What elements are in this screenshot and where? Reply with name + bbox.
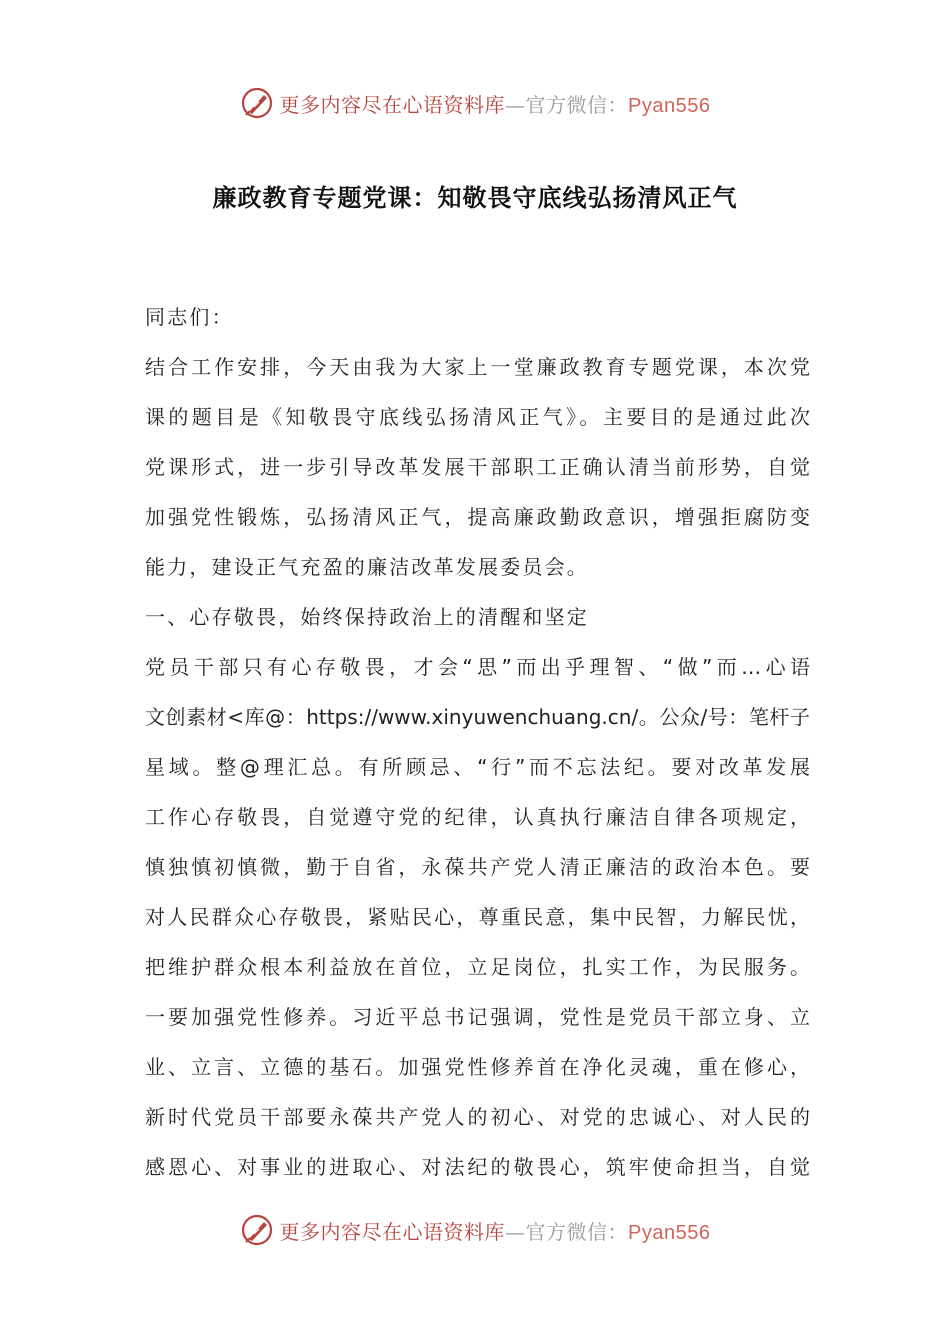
body-line: 新时代党员干部要永葆共产党人的初心、对党的忠诚心、对人民的	[145, 1105, 810, 1129]
body-line: 感恩心、对事业的进取心、对法纪的敬畏心，筑牢使命担当，自觉	[145, 1155, 810, 1179]
document-title: 廉政教育专题党课：知敬畏守底线弘扬清风正气	[212, 183, 738, 212]
body-line: 工作心存敬畏，自觉遵守党的纪律，认真执行廉洁自律各项规定，	[145, 805, 810, 829]
body-line: 加强党性锻炼，弘扬清风正气，提高廉政勤政意识，增强拒腐防变	[145, 505, 810, 529]
body-line: 能力，建设正气充盈的廉洁改革发展委员会。	[145, 555, 589, 579]
body-line: 党员干部只有心存敬畏，才会“思”而出乎理智、“做”而…心语	[145, 655, 810, 679]
body-line: 星域。整@理汇总。有所顾忌、“行”而不忘法纪。要对改革发展	[145, 755, 810, 779]
header-watermark-banner	[0, 81, 950, 125]
quill-pen-logo-icon	[240, 1213, 274, 1247]
banner-text-wechat-label: —官方微信：	[505, 92, 629, 117]
section-heading: 一、心存敬畏，始终保持政治上的清醒和坚定	[145, 605, 589, 629]
body-line: 把维护群众根本利益放在首位，立足岗位，扎实工作，为民服务。	[145, 955, 810, 979]
body-line: 课的题目是《知敬畏守底线弘扬清风正气》。主要目的是通过此次	[145, 405, 810, 429]
body-line: 对人民群众心存敬畏，紧贴民心，尊重民意，集中民智，力解民忧，	[145, 905, 810, 929]
banner-text-wechat-id: Pyan556	[628, 1221, 711, 1244]
document-body	[145, 292, 810, 1192]
footer-watermark-banner	[0, 1208, 950, 1252]
body-line: 党课形式，进一步引导改革发展干部职工正确认清当前形势，自觉	[145, 455, 810, 479]
quill-pen-logo-icon	[240, 86, 274, 120]
body-line: 文创素材<库@：https://www.xinyuwenchuang.cn/。公众/号：笔杆子	[145, 705, 810, 729]
banner-text-wechat-label: —官方微信：	[505, 1219, 629, 1244]
banner-text-wechat-id: Pyan556	[628, 94, 711, 117]
body-line: 一要加强党性修养。习近平总书记强调，党性是党员干部立身、立	[145, 1005, 810, 1029]
banner-text-library: 更多内容尽在心语资料库	[279, 92, 506, 117]
body-line: 慎独慎初慎微，勤于自省，永葆共产党人清正廉洁的政治本色。要	[145, 855, 810, 879]
body-line: 结合工作安排，今天由我为大家上一堂廉政教育专题党课，本次党	[145, 355, 810, 379]
body-line: 业、立言、立德的基石。加强党性修养首在净化灵魂，重在修心，	[145, 1055, 810, 1079]
banner-text-library: 更多内容尽在心语资料库	[279, 1219, 506, 1244]
body-line: 同志们：	[145, 305, 234, 329]
